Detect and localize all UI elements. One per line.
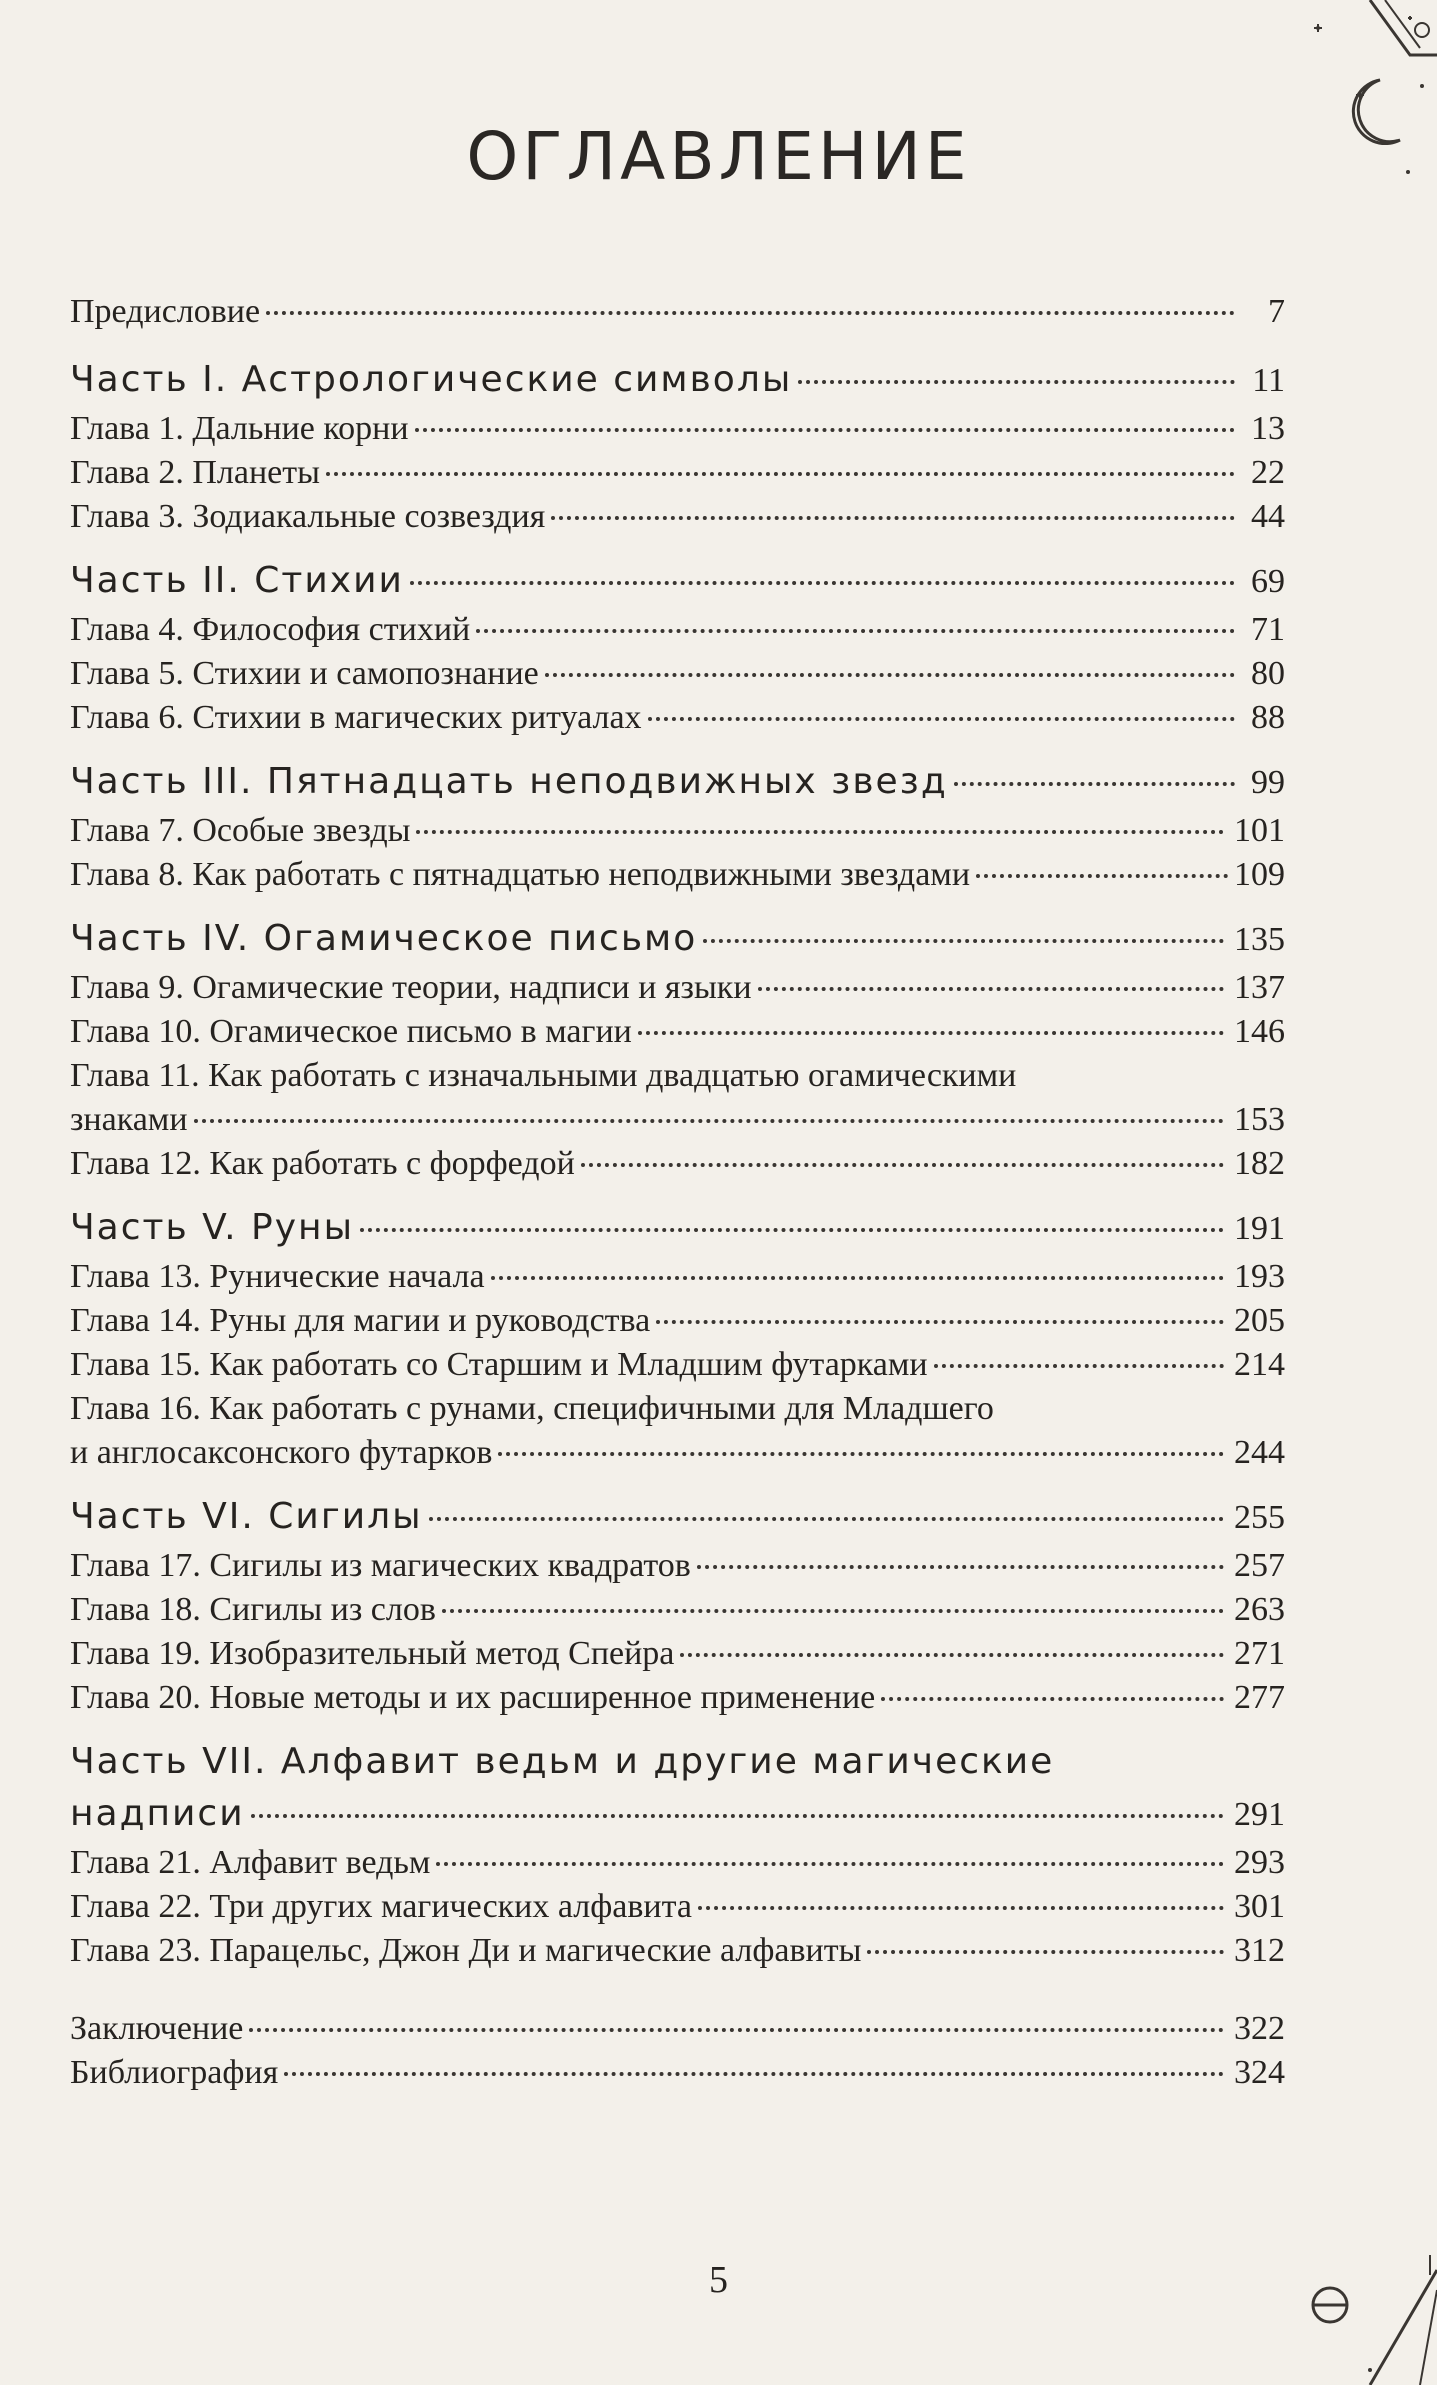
dot-leader bbox=[648, 717, 1235, 721]
dot-leader bbox=[476, 629, 1235, 633]
dot-leader bbox=[436, 1862, 1224, 1866]
toc-chapter-line1: Глава 16. Как работать с рунами, специфичными для Младшего bbox=[70, 1390, 994, 1427]
dot-leader bbox=[758, 987, 1224, 991]
toc-part-4: Часть IV. Огамическое письмо 135 bbox=[70, 918, 1285, 959]
dot-leader bbox=[491, 1276, 1224, 1280]
toc-part-3: Часть III. Пятнадцать неподвижных звезд 99 bbox=[70, 761, 1285, 802]
dot-leader bbox=[410, 581, 1235, 585]
dot-leader bbox=[442, 1609, 1224, 1613]
toc-chapter: Глава 4. Философия стихий 71 bbox=[70, 611, 1285, 648]
toc-chapter: Глава 17. Сигилы из магических квадратов 257 bbox=[70, 1547, 1285, 1584]
dot-leader bbox=[934, 1364, 1224, 1368]
toc-chapter: Глава 12. Как работать с форфедой 182 bbox=[70, 1145, 1285, 1182]
toc-chapter: Глава 21. Алфавит ведьм 293 bbox=[70, 1844, 1285, 1881]
dot-leader bbox=[638, 1031, 1224, 1035]
toc-chapter: Глава 2. Планеты 22 bbox=[70, 454, 1285, 491]
toc-chapter: знаками 153 bbox=[70, 1101, 1285, 1138]
toc-part-7: надписи 291 bbox=[70, 1793, 1285, 1834]
toc-part-7-line1: Часть VII. Алфавит ведьм и другие магические bbox=[70, 1741, 1055, 1782]
dot-leader bbox=[251, 1814, 1224, 1818]
toc-part-2: Часть II. Стихии 69 bbox=[70, 560, 1285, 601]
table-of-contents bbox=[70, 290, 1285, 2095]
dot-leader bbox=[415, 428, 1235, 432]
dot-leader bbox=[954, 782, 1235, 786]
toc-chapter: Глава 5. Стихии и самопознание 80 bbox=[70, 655, 1285, 692]
toc-chapter: и англосаксонского футарков 244 bbox=[70, 1434, 1285, 1471]
dot-leader bbox=[249, 2028, 1224, 2032]
toc-chapter-line1: Глава 11. Как работать с изначальными двадцатью огамическими bbox=[70, 1057, 1017, 1094]
dot-leader bbox=[551, 516, 1235, 520]
toc-chapter: Глава 10. Огамическое письмо в магии 146 bbox=[70, 1013, 1285, 1050]
toc-entry-preface: Предисловие 7 bbox=[70, 293, 1285, 330]
dot-leader bbox=[680, 1653, 1224, 1657]
toc-chapter: Глава 13. Рунические начала 193 bbox=[70, 1258, 1285, 1295]
toc-chapter: Глава 1. Дальние корни 13 bbox=[70, 410, 1285, 447]
dot-leader bbox=[656, 1320, 1224, 1324]
toc-chapter: Глава 14. Руны для магии и руководства 205 bbox=[70, 1302, 1285, 1339]
dot-leader bbox=[867, 1950, 1224, 1954]
toc-entry-conclusion: Заключение 322 bbox=[70, 2010, 1285, 2047]
dot-leader bbox=[545, 673, 1235, 677]
toc-chapter: Глава 20. Новые методы и их расширенное применение 277 bbox=[70, 1679, 1285, 1716]
toc-entry-bibliography: Библиография 324 bbox=[70, 2054, 1285, 2091]
toc-chapter: Глава 18. Сигилы из слов 263 bbox=[70, 1591, 1285, 1628]
page-title: ОГЛАВЛЕНИЕ bbox=[466, 118, 971, 195]
dot-leader bbox=[703, 939, 1224, 943]
dot-leader bbox=[698, 1906, 1224, 1910]
toc-chapter: Глава 3. Зодиакальные созвездия 44 bbox=[70, 498, 1285, 535]
dot-leader bbox=[429, 1517, 1224, 1521]
dot-leader bbox=[284, 2072, 1224, 2076]
dot-leader bbox=[266, 311, 1235, 315]
dot-leader bbox=[697, 1565, 1224, 1569]
toc-part-1: Часть I. Астрологические символы 11 bbox=[70, 359, 1285, 400]
dot-leader bbox=[976, 874, 1228, 878]
dot-leader bbox=[416, 830, 1224, 834]
dot-leader bbox=[798, 380, 1235, 384]
toc-chapter: Глава 9. Огамические теории, надписи и языки 137 bbox=[70, 969, 1285, 1006]
dot-leader bbox=[498, 1452, 1224, 1456]
dot-leader bbox=[194, 1119, 1224, 1123]
toc-chapter: Глава 7. Особые звезды 101 bbox=[70, 812, 1285, 849]
dot-leader bbox=[326, 472, 1235, 476]
dot-leader bbox=[881, 1697, 1224, 1701]
toc-chapter: Глава 8. Как работать с пятнадцатью неподвижными звездами 109 bbox=[70, 856, 1285, 893]
dot-leader bbox=[360, 1228, 1224, 1232]
toc-chapter: Глава 23. Парацельс, Джон Ди и магические алфавиты 312 bbox=[70, 1932, 1285, 1969]
dot-leader bbox=[581, 1163, 1224, 1167]
toc-part-6: Часть VI. Сигилы 255 bbox=[70, 1496, 1285, 1537]
page-number: 5 bbox=[709, 2259, 728, 2301]
toc-chapter: Глава 22. Три других магических алфавита 301 bbox=[70, 1888, 1285, 1925]
toc-chapter: Глава 19. Изобразительный метод Спейра 271 bbox=[70, 1635, 1285, 1672]
toc-chapter: Глава 6. Стихии в магических ритуалах 88 bbox=[70, 699, 1285, 736]
toc-part-5: Часть V. Руны 191 bbox=[70, 1207, 1285, 1248]
toc-chapter: Глава 15. Как работать со Старшим и Младшим футарками 214 bbox=[70, 1346, 1285, 1383]
